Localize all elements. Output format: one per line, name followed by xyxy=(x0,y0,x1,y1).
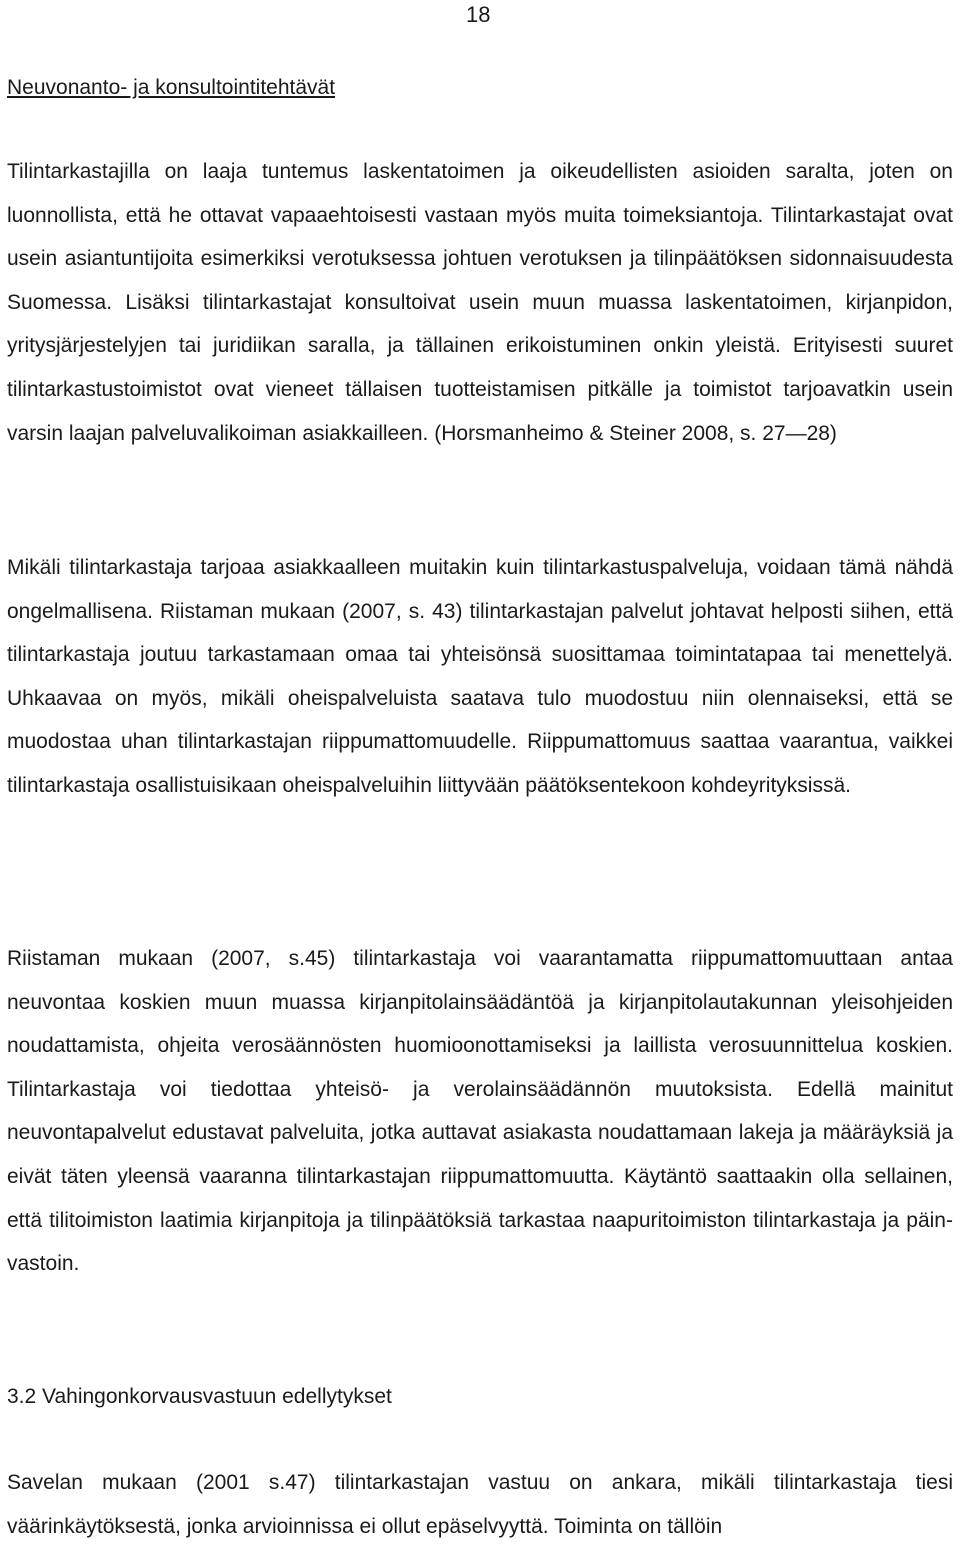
paragraph-4: Savelan mukaan (2001 s.47) tilintarkastajan vastuu on ankara, mikäli tilintarkastaja tiesi väärinkäytöksestä, jonka arvioinnissa ei ollut epäselvyyttä. Toiminta on tällöin xyxy=(7,1471,953,1538)
page-number: 18 xyxy=(466,2,491,27)
paragraph-2: Mikäli tilintarkastaja tarjoaa asiakkaalleen muitakin kuin tilintarkastuspalveluja, voidaan tämä nähdä ongelmallisena. Riistaman mukaan (2007, s. 43) tilintarkastajan palvelut johtavat helposti siihen, että tilintarkastaja joutuu tarkastamaan omaa tai yhteisönsä suosittamaa toimintatapaa tai menettelyä. Uhkaavaa on myös, mikäli oheispalveluista saatava tulo muodostuu niin olennaiseksi, että se muodostaa uhan tilintarkastajan riippumattomuudelle. Riippumattomuus saattaa vaarantua, vaikkei tilintarkastaja osallistuisikaan oheispalveluihin liittyvään päätöksentekoon kohdeyrityksissä. xyxy=(7,556,953,797)
section-heading: Neuvonanto- ja konsultointitehtävät xyxy=(7,76,336,99)
paragraph-3: Riistaman mukaan (2007, s.45) tilintarkastaja voi vaarantamatta riippumattomuuttaan antaa neuvontaa koskien muun muassa kirjanpitolainsäädäntöä ja kirjanpitolautakunnan yleisohjeiden noudattamista, ohjeita verosäännösten huomioonottamiseksi ja laillista verosuunnittelua koskien. Tilintarkastaja voi tiedottaa yhteisö- ja verolainsäädännön muutoksista. Edellä mainitut neuvontapalvelut edustavat palveluita, jotka auttavat asiakasta noudattamaan lakeja ja määräyksiä ja eivät täten yleensä vaaranna tilintarkastajan riippumattomuutta. Käytäntö saattaakin olla sellainen, että tilitoimiston laatimia kirjanpitoja ja tilinpäätöksiä tarkastaa naapuritoimiston tilintarkastaja ja päinvastoin. xyxy=(7,947,953,1276)
subsection-heading: 3.2 Vahingonkorvausvastuun edellytykset xyxy=(7,1385,392,1408)
paragraph-1: Tilintarkastajilla on laaja tuntemus laskentatoimen ja oikeudellisten asioiden saralta, joten on luonnollista, että he ottavat vapaaehtoisesti vastaan myös muita toimeksiantoja. Tilintarkastajat ovat usein asiantuntijoita esimerkiksi verotuksessa johtuen verotuksen ja tilinpäätöksen sidonnaisuudesta Suomessa. Lisäksi tilintarkastajat konsultoivat usein muun muassa laskentatoimen, kirjanpidon, yritysjärjestelyjen tai juridiikan saralla, ja tällainen erikoistuminen onkin yleistä. Erityisesti suuret tilintarkastustoimistot ovat vieneet tällaisen tuotteistamisen pitkälle ja toimistot tarjoavatkin usein varsin laajan palveluvalikoiman asiakkailleen. (Horsmanheimo & Steiner 2008, s. 27—28) xyxy=(7,160,953,445)
